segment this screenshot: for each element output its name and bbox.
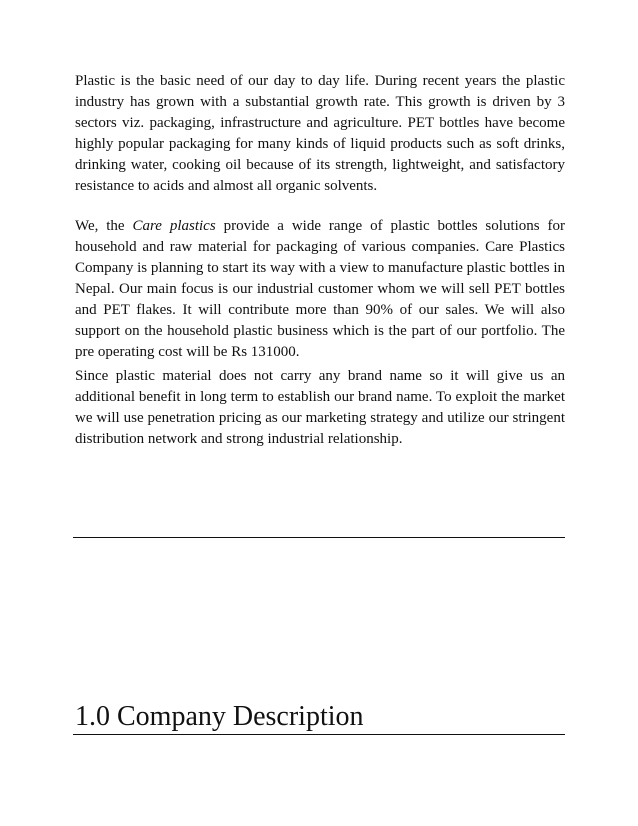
company-name: Care plastics xyxy=(132,218,216,234)
company-overview-lead: We, the xyxy=(75,218,133,234)
section-divider xyxy=(73,537,565,538)
company-overview-body: provide a wide range of plastic bottles solutions for household and raw material for packaging of various companies. Care Plastics Company is planning to start its way with a view to manufacture plastic bottles in Nepal. Our main focus is our industrial customer whom we will sell PET bottles and PET flakes. It will contribute more than 90% of our sales. We will also support on the household plastic business which is the part of our portfolio. The pre operating cost will be Rs 131000. xyxy=(75,218,565,360)
intro-paragraph: Plastic is the basic need of our day to day life. During recent years the plastic industry has grown with a substantial growth rate. This growth is driven by 3 sectors viz. packaging, infrastructure and agriculture. PET bottles have become highly popular packaging for many kinds of liquid products such as soft drinks, drinking water, cooking oil because of its strength, lightweight, and satisfactory resistance to acids and almost all organic solvents. xyxy=(75,73,565,194)
strategy-paragraph: Since plastic material does not carry any brand name so it will give us an additional benefit in long term to establish our brand name. To exploit the market we will use penetration pricing as our marketing strategy and utilize our stringent distribution network and strong industrial relationship. xyxy=(75,368,565,447)
heading-underline xyxy=(73,734,565,735)
company-overview-paragraph xyxy=(75,216,565,363)
section-heading: 1.0 Company Description xyxy=(75,701,364,732)
